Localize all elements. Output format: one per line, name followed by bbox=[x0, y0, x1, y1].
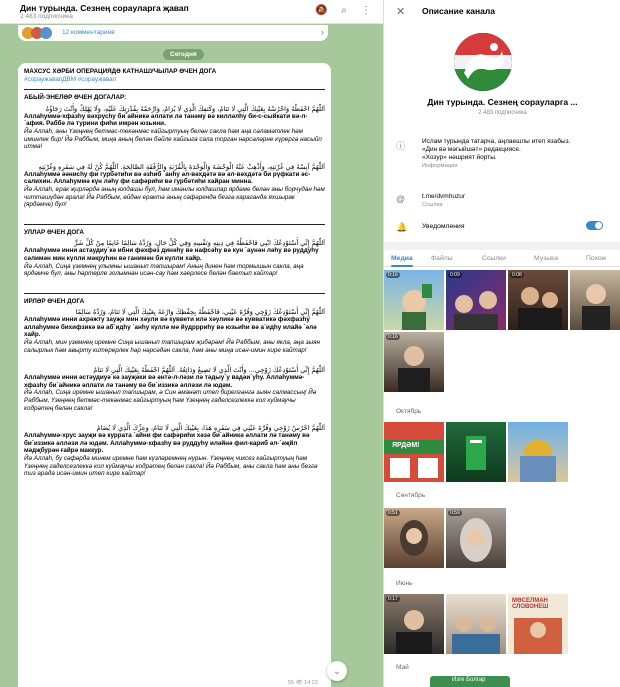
video-duration: 0:51 bbox=[388, 510, 398, 516]
channel-name: Дин турында. Сезнең сорауларга ... bbox=[427, 97, 578, 107]
prayer-translation: Йә Аллаһ, мин үземнең иремне Сиңа ышанып тапшырам җибәрәм! Йә Раббым, аны якла, аңа зыян салырлык һәм авырту китерерлек һәр нәрсәдән сакла, һәм аны миңа исән-имин кире кайтар! bbox=[24, 339, 320, 354]
arabic-prayer: اَللّٰهُمَّ إِنِّي أَسْتَوْدِعُكَ زَوْجِي وَقُرَّةَ عَيْنِي، فَاحْفَظْهُ بِحِفْظِكَ وَارْعَهُ بِعَيْنِكَ الَّتِي لَا تَنَامُ، وَرُدَّهُ سَالِمًا bbox=[75, 308, 325, 317]
month-label: Октябрь bbox=[396, 408, 422, 415]
media-thumbnail[interactable] bbox=[446, 422, 506, 482]
photo-image bbox=[384, 270, 444, 330]
chat-title[interactable]: Дин турында. Сезнең сорауларга җавап bbox=[20, 3, 189, 13]
media-thumbnail[interactable] bbox=[570, 270, 620, 330]
media-thumbnail[interactable] bbox=[384, 594, 444, 654]
photo-image bbox=[446, 594, 506, 654]
link-label: Ссылка bbox=[422, 202, 443, 208]
photo-image bbox=[446, 508, 506, 568]
spacer bbox=[24, 354, 325, 363]
media-thumbnail[interactable] bbox=[446, 270, 506, 330]
media-thumbnail[interactable] bbox=[384, 422, 444, 482]
more-vertical-icon[interactable]: ⋮ bbox=[361, 5, 371, 16]
info-label: Информация bbox=[422, 163, 458, 169]
channel-post bbox=[18, 63, 331, 687]
tab-underline bbox=[391, 265, 413, 267]
month-label: Май bbox=[396, 664, 409, 671]
photo-image bbox=[446, 270, 506, 330]
spacer bbox=[24, 278, 325, 287]
date-badge: Сегодня bbox=[163, 49, 204, 60]
media-thumbnail[interactable] bbox=[384, 508, 444, 568]
section-heading: УЛЛАР ӨЧЕН ДОГА bbox=[24, 228, 84, 236]
prayer-translation: Йә Аллаһ, ерак җирләрдә аның юлдашы бул, һәм имәнлы юлдашлар ярдәме белән аны борчудан һәм читтәшүдән арала! Йә Раббым, өйдән ерактә аның сәфәрендә безгә караганда яхшырак (ярдәмче) бул! bbox=[24, 185, 325, 209]
prayer-transliteration: Аллаһуммә-хрус зауҗи вә куррата `айни фи сафәриһи хәзә би`айникә әллати лә танәму вә би`иззикә әлләзи лә юдәм. Аллаһуммә-хфазһу вә руддуһу иләйнә фил-кариб әл-`әҗйл мәдҗбурән ғайрә маккур. bbox=[24, 432, 310, 455]
spacer bbox=[24, 412, 325, 421]
photo-image bbox=[384, 508, 444, 568]
section-heading: АБЫЙ-ЭНЕЛӘР ӨЧЕН ДОГАЛАР: bbox=[24, 94, 127, 102]
thumb-caption: МӨСЕЛМАН СЛОВОНЕШ bbox=[512, 598, 549, 610]
video-duration: 0:59 bbox=[450, 510, 460, 516]
media-thumbnail[interactable] bbox=[446, 508, 506, 568]
info-line: «Дин вә мәгыйшәт» редакциясе. bbox=[422, 146, 521, 153]
spacer bbox=[24, 209, 325, 218]
notifications-label: Уведомления bbox=[422, 223, 465, 230]
arabic-prayer: اَللّٰهُمَّ إِنِّي أَسْتَوْدِعُكَ ابْنِي فَاحْفَظْهُ فِي دِينِهِ وَنَفْسِهِ وَفِي كُلِّ حَالٍ، وَرُدَّهُ سَالِمًا غَانِمًا مِنْ كُلِّ شَرٍّ bbox=[74, 239, 325, 248]
chat-subscribers: 2 483 подписчика bbox=[20, 13, 73, 20]
poster-image bbox=[446, 422, 506, 482]
media-tabs bbox=[384, 252, 620, 267]
arabic-prayer: اَللّٰهُمَّ آنِسْهُ فِي غُرْبَتِهِ، وَأَذْهِبْ عَنْهُ الْوَحْشَةَ وَالْوَحْدَةَ بِالْقُرْبَةِ وَالرُّفْقَةِ الصَّالِحَةِ. اَللّٰهُمَّ كُنْ لَهُ فِي سَفَرِهِ وَغُرْبَتِهِ bbox=[38, 162, 325, 171]
scroll-down-button[interactable]: ⌄ bbox=[327, 661, 347, 681]
post-views-time: 55 👁 14:22 bbox=[288, 680, 318, 686]
prayer-translation: Йә Аллаһ, аны Үзеңнең бетмәс-текәнмәс кайгыртуың белән сакла һәм аңа сәламәтлек һәм иминлек бир! Йә Раббым, миңа аның белән бәйле кайгыга сала торган нәрсәләрне күрергә насыйп итмә! bbox=[24, 127, 322, 151]
arabic-prayer: اَللّٰهُمَّ احْفَظْهُ وَاحْرُسْهُ بِعَيْنِكَ الَّتِي لَا تَنَامُ، وَكَنَفِكَ الَّذِي لَا يُرَامُ، وَارْحَمْهُ بِقُدْرَتِكَ عَلَيْهِ، وَلَا يَهْلِكْ وَأَنْتَ رَجَاؤُهُ bbox=[45, 104, 325, 113]
info-line: Ислам турында татарча, аңлаешлы итеп язабыз. bbox=[422, 138, 571, 145]
media-thumbnail[interactable] bbox=[508, 270, 568, 330]
tab-files[interactable]: Файлы bbox=[431, 255, 453, 262]
post-hashtags[interactable]: #сораужавапДВМ #сораужавап bbox=[24, 75, 117, 83]
video-duration: 0:17 bbox=[388, 596, 398, 602]
prayer-translation: Йә Аллаһ, бу сәфәрдә минем иремне һәм күзләремнең нурын. Үзеңнең чиксез кайгыртуың һәм Үзеңнең гаделсезлеккә кол куймаучы кодрәтең белән сакла! Йә Раббым, аны сакла һәм аны безгә тиз арада исән-имин итеп кире кайтар! bbox=[24, 455, 318, 478]
photo-image bbox=[570, 270, 620, 330]
chat-header bbox=[0, 0, 383, 24]
mosque-image bbox=[508, 422, 568, 482]
search-icon[interactable]: ⌕ bbox=[341, 5, 347, 16]
prayer-translation: Йә Аллаһ, Сиңа иремне ышанып тапшырам, ә Син әманәт итеп бирелгәнгә зыян салмассың! Йә Раббым, Үзеңнең бетмәс-текәнмәс кайгыртуың һәм Үзеңнең гаделсезлеккә кол куймаучы кодрәтең белән сакла! bbox=[24, 389, 317, 412]
chevron-right-icon: › bbox=[321, 27, 324, 37]
mute-bell-icon[interactable]: 🔕 bbox=[315, 5, 328, 16]
comments-count: 12 комментариев bbox=[62, 29, 115, 36]
spacer bbox=[24, 478, 325, 487]
section-divider bbox=[24, 293, 325, 294]
channel-subscribers: 2 483 подписчика bbox=[478, 110, 527, 116]
photo-image bbox=[508, 270, 568, 330]
divider bbox=[384, 242, 620, 250]
tab-media[interactable]: Медиа bbox=[391, 255, 413, 262]
media-thumbnail[interactable] bbox=[446, 594, 506, 654]
prayer-transliteration: Аллаһуммә-хфазһу вәхрусһу би`айникә әллати лә танәму вә килләлһу би-с-сыйкати вә-л-`афия. Раббә лә турини фиһи имрән юзьини. bbox=[24, 112, 308, 128]
info-icon: ⓘ bbox=[396, 141, 406, 151]
prayer-transliteration: Аллаһуммә инни ахрәжту зауҗә мин хәули вә куввети илә хәуликә вә кувватикә фәхфазһу аллаһуммә бихифзикә вә аб`идһу `анһу күллә мә йудррриһу вә юзьиһи вә а`идһу илайә `әлә хайр. bbox=[24, 316, 317, 339]
bell-icon: 🔔 bbox=[396, 222, 408, 232]
bottom-media-button[interactable] bbox=[430, 676, 510, 687]
media-thumbnail[interactable] bbox=[508, 594, 568, 654]
post-title: МАХСУС ХӘРБИ ОПЕРАЦИЯДӘ КАТНАШУЧЫЛАР ӨЧЕН ДОГА bbox=[24, 68, 217, 75]
media-thumbnail[interactable] bbox=[384, 270, 444, 330]
video-duration: 0:16 bbox=[388, 272, 398, 278]
info-row bbox=[396, 138, 611, 188]
media-thumbnail[interactable] bbox=[384, 332, 444, 392]
poster-image bbox=[384, 422, 444, 482]
tab-similar[interactable]: Похож bbox=[586, 255, 607, 262]
prayer-transliteration: Аллаһуммә әәнисһу фи гурбәтиһи вә әзһиб `анһу әл-вәхдәтә вә әл-вәхдәтә би рүфкати әс-салихин. Аллаһуммә күн ләһу фи сафәриһи вә гурбәтиһи хайран минна. bbox=[24, 170, 311, 186]
month-label: Сентябрь bbox=[396, 492, 426, 499]
video-duration: 0:08 bbox=[512, 272, 522, 278]
prayer-transliteration: Аллаһуммә инни әстәудиуә`кә зауҗәки вә әнтә-л-ләзи лә тәдыу`у вадәи`уһу. Аллаһуммә-хфазһу би`айникә әллати лә танәму вә би`иззикә әлләзи лә юдәм. bbox=[24, 374, 305, 389]
month-label: Июнь bbox=[396, 580, 413, 587]
info-line: «Хозур» нәшрият йорты. bbox=[422, 154, 497, 161]
section-divider bbox=[24, 224, 325, 225]
tab-music[interactable]: Музыка bbox=[534, 255, 559, 262]
at-sign-icon: @ bbox=[396, 194, 406, 204]
spacer bbox=[24, 151, 325, 160]
close-icon[interactable]: ✕ bbox=[396, 6, 406, 18]
arabic-prayer: اَللّٰهُمَّ إِنِّي أَسْتَوْدِعُكَ زَوْجِي... وَأَنْتَ الَّذِي لَا تَضِيعُ وَدَائِعُهُ. اَللّٰهُمَّ احْفَظْهُ بِعَيْنِكَ الَّتِي لَا تَنَامُ bbox=[93, 366, 325, 375]
bottom-media-caption: Изге Болгар bbox=[452, 677, 486, 683]
prayer-transliteration: Аллаһуммә инни астаудиу`кә ибни фәхфәз динәһу вә нафсәһу вә кун `аунән ләһу вә руддуһу сәлимән мин күлли мәкруһин вә ганимән би күлли хайр. bbox=[24, 247, 319, 262]
channel-link[interactable]: t.me/dvmhuzur bbox=[422, 193, 465, 200]
tab-links[interactable]: Ссылки bbox=[482, 255, 506, 262]
arabic-prayer: اَللّٰهُمَّ احْرُسْ زَوْجِي وَقُرَّةَ عَيْنِي فِي سَفَرِهِ هَذَا، بِعَيْنِكَ الَّتِي لَا تَنَامُ، وَعِزِّكَ الَّذِي لَا يُضَامُ bbox=[96, 424, 325, 433]
comments-bar[interactable] bbox=[18, 25, 328, 41]
section-divider bbox=[24, 89, 325, 90]
thumb-caption: ЯРДӘМ! bbox=[392, 442, 420, 449]
commenter-avatar bbox=[40, 27, 52, 39]
channel-logo-icon bbox=[454, 33, 512, 91]
channel-avatar[interactable] bbox=[454, 33, 512, 91]
notifications-toggle[interactable] bbox=[586, 221, 603, 230]
media-thumbnail[interactable] bbox=[508, 422, 568, 482]
panel-title: Описание канала bbox=[422, 6, 495, 16]
video-duration: 0:09 bbox=[450, 272, 460, 278]
channel-info-panel bbox=[383, 0, 620, 687]
link-row[interactable] bbox=[396, 193, 611, 215]
prayer-translation: Йә Аллаһ, Сиңа үземнең улымны ышанып тапшырам! Аның динен һәм тормышын сакла, аңа ярдәмче бул, аны һәртөрле золымнан исән-сау һәм хәерлесе белән баетып кайтар! bbox=[24, 262, 304, 278]
photo-image bbox=[384, 594, 444, 654]
section-heading: ИРЛӘР ӨЧЕН ДОГА bbox=[24, 297, 85, 305]
photo-image bbox=[384, 332, 444, 392]
video-duration: 0:16 bbox=[388, 334, 398, 340]
